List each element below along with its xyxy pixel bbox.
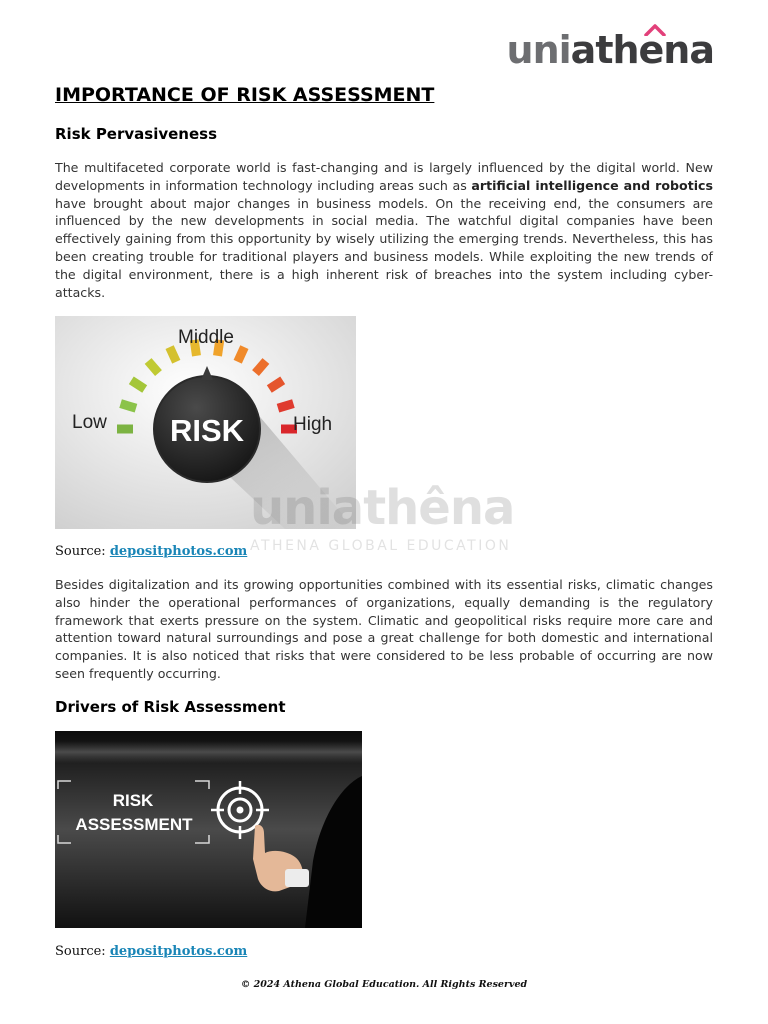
- gauge-label-low: Low: [72, 412, 107, 433]
- gauge-tick: [170, 347, 177, 362]
- uniathena-logo: [507, 30, 714, 70]
- logo-roof-icon: [644, 24, 666, 36]
- page-title: IMPORTANCE OF RISK ASSESSMENT: [55, 84, 435, 106]
- knob-risk-label: RISK: [169, 413, 245, 448]
- section-heading-risk-pervasiveness: Risk Pervasiveness: [55, 125, 218, 143]
- section-heading-drivers: Drivers of Risk Assessment: [55, 698, 286, 716]
- image-source-2: Source: depositphotos.com: [55, 944, 248, 959]
- image-label-assessment: ASSESSMENT: [75, 815, 193, 834]
- paragraph-risk-pervasiveness: The multifaceted corporate world is fast-changing and is largely influenced by the digital world. New developments in information technology including areas such as artificial intelligence and robotics have brought about major changes in business models. On the receiving end, the consumers are influenced by the new developments in social media. The watchful digital companies have been effectively gaining from this opportunity by wisely utilizing the emerging trends. Nevertheless, this has been creating trouble for traditional players and business models. While exploiting the new trends of the digital environment, there is a high inherent risk of breaches into the system including cyber-attacks.: [55, 160, 713, 300]
- gauge-label-middle: Middle: [178, 327, 234, 348]
- logo-uni-text: uni: [506, 28, 571, 72]
- gauge-tick: [278, 404, 293, 409]
- image-label-risk: RISK: [112, 791, 154, 810]
- image-source-1: Source: depositphotos.com: [55, 544, 248, 559]
- gauge-tick: [121, 404, 136, 409]
- source-link-1[interactable]: depositphotos.com: [109, 544, 248, 559]
- watermark-subtitle: ATHENA GLOBAL EDUCATION: [250, 538, 512, 554]
- paragraph-climatic-risks: Besides digitalization and its growing opportunities combined with its essential risks, climatic changes also hinder the operational performances of organizations, equally demanding is the regulatory framework that exerts pressure on the system. Climatic and geopolitical risks require more care and attention toward natural surroundings and pose a great challenge for both domestic and international companies. It is also noticed that risks that were considered to be less probable of occurring are now seen frequently occurring.: [55, 577, 713, 681]
- watermark-logo: uniathêna: [250, 480, 515, 536]
- risk-assessment-image: [55, 731, 362, 928]
- risk-gauge-image: [55, 316, 356, 529]
- gauge-label-high: High: [293, 414, 333, 435]
- logo-athena-text: athena: [570, 28, 714, 72]
- gauge-tick: [238, 347, 245, 362]
- bold-phrase: artificial intelligence and robotics: [471, 177, 713, 193]
- source-link-2[interactable]: depositphotos.com: [109, 944, 248, 959]
- copyright-footer: © 2024 Athena Global Education. All Rights Reserved: [240, 979, 528, 990]
